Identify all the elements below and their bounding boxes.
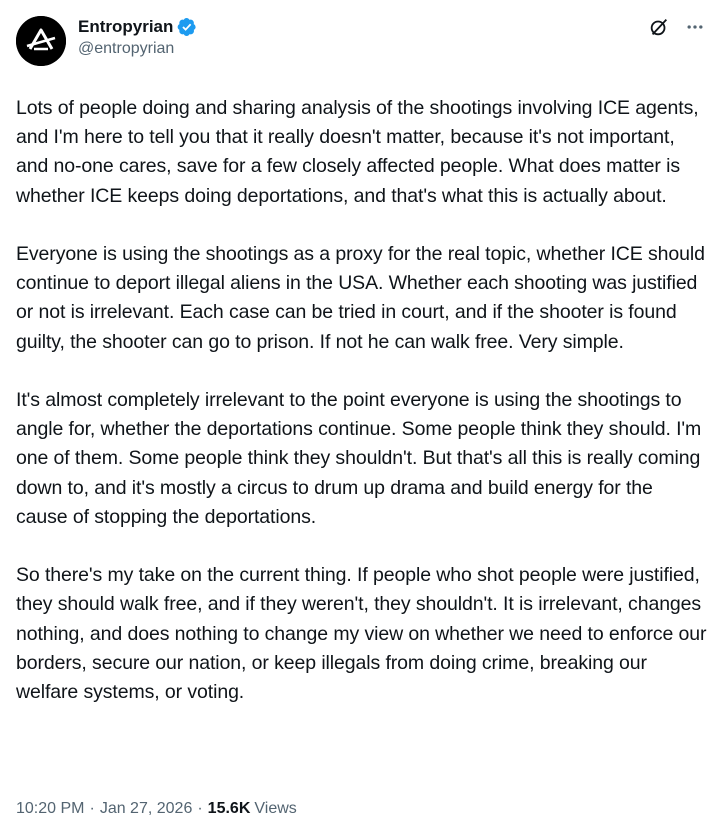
views-label: Views bbox=[254, 800, 297, 817]
post-time[interactable]: 10:20 PM bbox=[16, 800, 85, 817]
handle[interactable]: @entropyrian bbox=[78, 40, 175, 57]
tweet-meta bbox=[16, 800, 297, 818]
meta-separator: · bbox=[89, 800, 95, 817]
more-icon[interactable] bbox=[684, 16, 706, 38]
author-info bbox=[78, 15, 197, 58]
name-row bbox=[78, 15, 197, 39]
grok-icon[interactable] bbox=[648, 16, 670, 38]
verified-badge-icon[interactable] bbox=[177, 17, 197, 37]
meta-separator-2: · bbox=[197, 800, 203, 817]
views-count[interactable]: 15.6K bbox=[207, 800, 251, 817]
header-actions bbox=[648, 16, 706, 38]
triangle-logo-icon bbox=[16, 16, 66, 66]
tweet-header bbox=[16, 14, 708, 74]
tweet-paragraph-3: It's almost completely irrelevant to the point everyone is using the shootings to angle for, whether the deportations continue. Some people think they should. I'm one of them. Some people think they shouldn't. But that's all this is really coming down to, and it's mostly a circus to drum up drama and build energy for the cause of stopping the deportations. bbox=[16, 389, 707, 528]
tweet-paragraph-2: Everyone is using the shootings as a proxy for the real topic, whether ICE should continue to deport illegal aliens in the USA. Whether each shooting was justified or not is irrelevant. Each case can be tried in court, and if the shooter is found guilty, the shooter can go to prison. If not he can walk free. Very simple. bbox=[16, 243, 711, 353]
post-date[interactable]: Jan 27, 2026 bbox=[99, 800, 193, 817]
avatar[interactable] bbox=[16, 16, 66, 66]
tweet-paragraph-1: Lots of people doing and sharing analysis of the shootings involving ICE agents, and I'm here to tell you that it really doesn't matter, because it's not important, and no-one cares, save for a few closely affected people. What does matter is whether ICE keeps doing deportations, and that's what this is actually about. bbox=[16, 97, 704, 207]
tweet-text bbox=[16, 94, 712, 707]
display-name[interactable]: Entropyrian bbox=[78, 17, 174, 36]
tweet-paragraph-4: So there's my take on the current thing. If people who shot people were justified, they should walk free, and if they weren't, they shouldn't. It is irrelevant, changes nothing, and does nothing to change my view on whether we need to enforce our borders, secure our nation, or keep illegals from doing crime, breaking our welfare systems, or voting. bbox=[16, 564, 712, 704]
